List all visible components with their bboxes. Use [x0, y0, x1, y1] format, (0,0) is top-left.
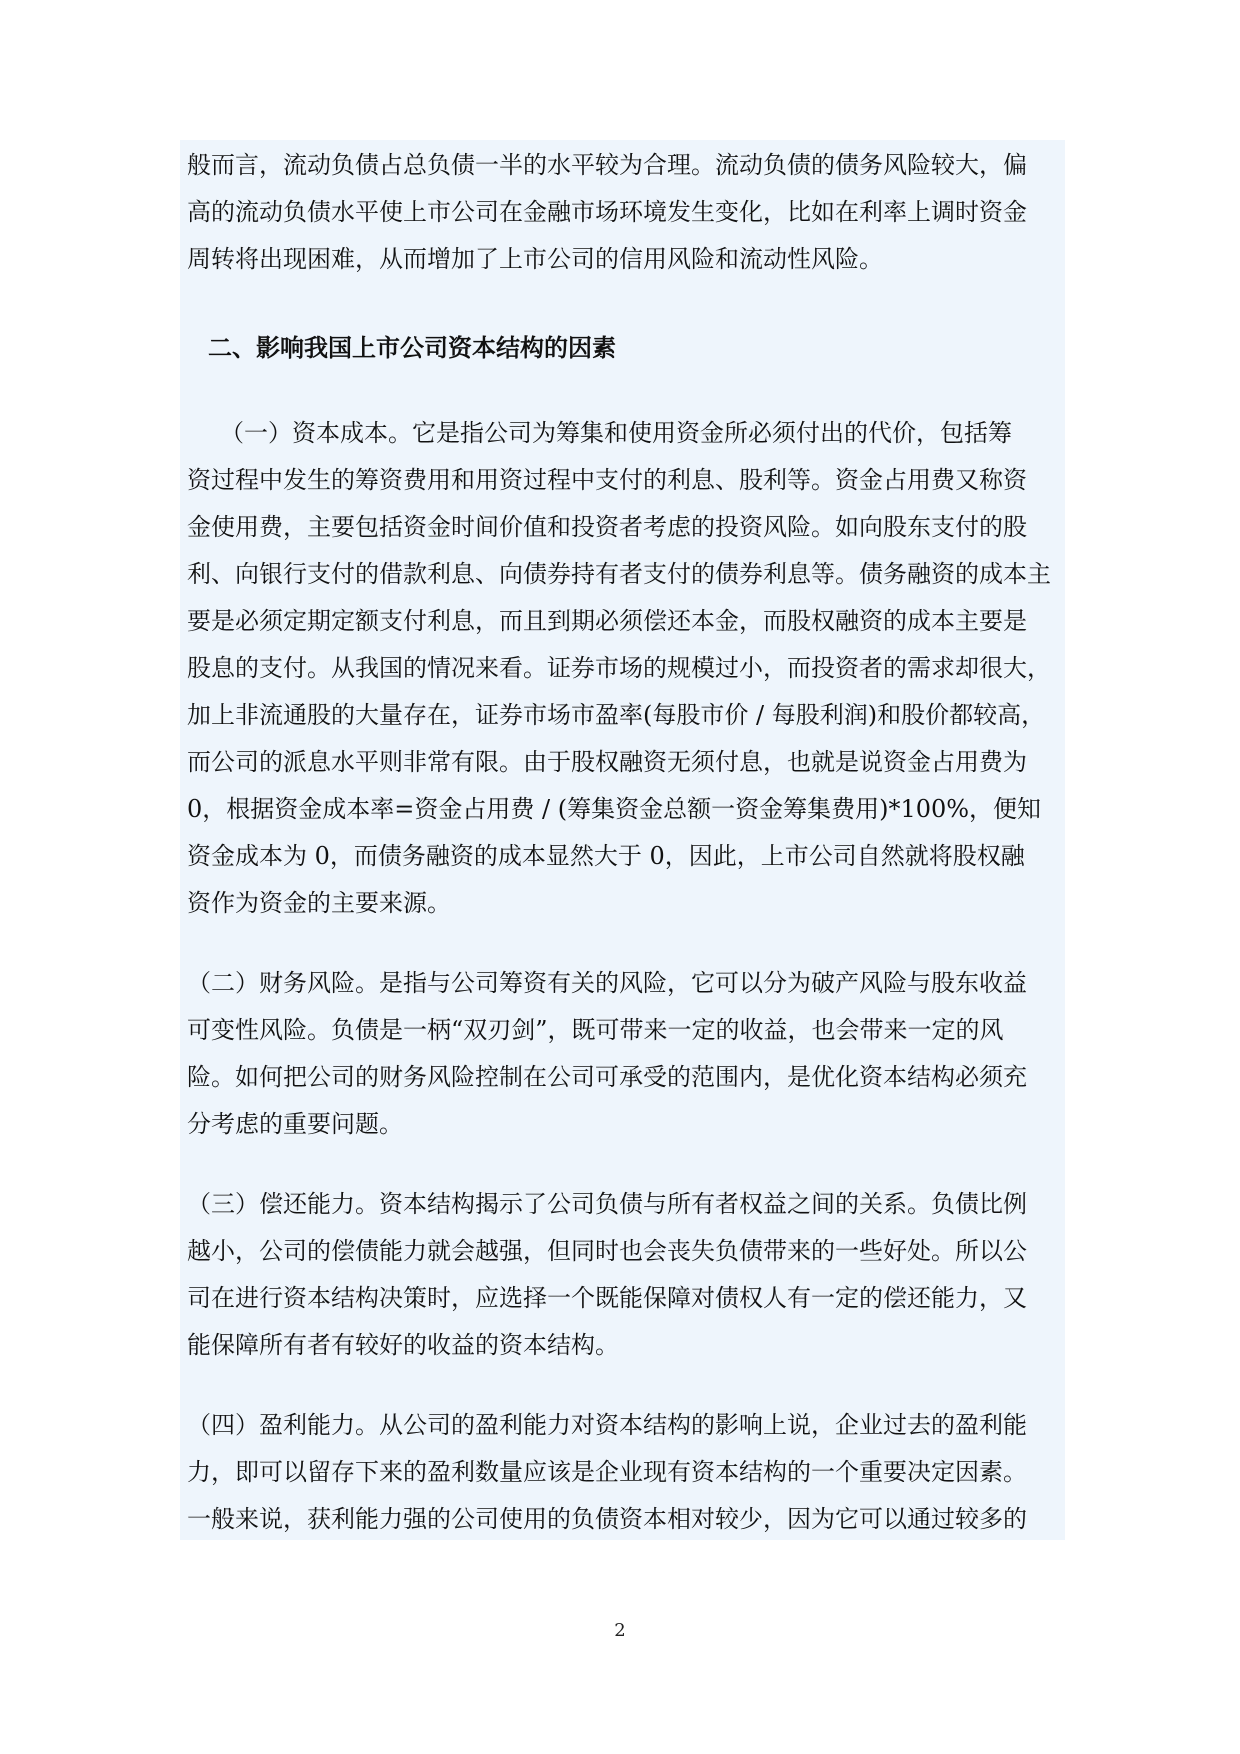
- paragraph-line: 一般来说，获利能力强的公司使用的负债资本相对较少，因为它可以通过较多的: [187, 1505, 1027, 1533]
- paragraph-line: 资过程中发生的筹资费用和用资过程中支付的利息、股利等。资金占用费又称资: [187, 466, 1027, 494]
- page-number: 2: [614, 1620, 626, 1641]
- paragraph-line: 高的流动负债水平使上市公司在金融市场环境发生变化，比如在利率上调时资金: [187, 198, 1027, 226]
- paragraph-line: 加上非流通股的大量存在，证券市场市盈率(每股市价 / 每股利润)和股价都较高，: [187, 701, 1046, 729]
- paragraph-line: 司在进行资本结构决策时，应选择一个既能保障对债权人有一定的偿还能力，又: [187, 1284, 1027, 1312]
- paragraph-line: 资金成本为 0，而债务融资的成本显然大于 0，因此，上市公司自然就将股权融: [187, 842, 1025, 870]
- paragraph-line: 周转将出现困难，从而增加了上市公司的信用风险和流动性风险。: [187, 245, 883, 273]
- paragraph-line: 利、向银行支付的借款利息、向债券持有者支付的债券利息等。债务融资的成本主: [187, 560, 1051, 588]
- paragraph-line: 股息的支付。从我国的情况来看。证券市场的规模过小，而投资者的需求却很大，: [187, 654, 1051, 682]
- document-body: [180, 140, 1065, 1540]
- paragraph-line: 而公司的派息水平则非常有限。由于股权融资无须付息，也就是说资金占用费为: [187, 748, 1027, 776]
- paragraph-line: 资作为资金的主要来源。: [187, 889, 451, 917]
- paragraph-line: 力，即可以留存下来的盈利数量应该是企业现有资本结构的一个重要决定因素。: [187, 1458, 1027, 1486]
- paragraph-line: （三）偿还能力。资本结构揭示了公司负债与所有者权益之间的关系。负债比例: [187, 1190, 1027, 1218]
- paragraph-line: 分考虑的重要问题。: [187, 1110, 403, 1138]
- paragraph-line: 金使用费，主要包括资金时间价值和投资者考虑的投资风险。如向股东支付的股: [187, 513, 1027, 541]
- paragraph-line: 可变性风险。负债是一柄“双刃剑”，既可带来一定的收益，也会带来一定的风: [187, 1016, 1004, 1044]
- paragraph-line: 能保障所有者有较好的收益的资本结构。: [187, 1331, 619, 1359]
- paragraph-line: （二）财务风险。是指与公司筹资有关的风险，它可以分为破产风险与股东收益: [187, 969, 1027, 997]
- paragraph-line: （四）盈利能力。从公司的盈利能力对资本结构的影响上说，企业过去的盈利能: [187, 1411, 1027, 1439]
- section-heading: 二、影响我国上市公司资本结构的因素: [208, 333, 616, 362]
- paragraph-line: 险。如何把公司的财务风险控制在公司可承受的范围内，是优化资本结构必须充: [187, 1063, 1027, 1091]
- paragraph-line: 0，根据资金成本率=资金占用费 / (筹集资金总额一资金筹集费用)*100%，便知: [187, 795, 1042, 823]
- paragraph-line: 般而言，流动负债占总负债一半的水平较为合理。流动负债的债务风险较大，偏: [187, 151, 1027, 179]
- paragraph-line: 要是必须定期定额支付利息，而且到期必须偿还本金，而股权融资的成本主要是: [187, 607, 1027, 635]
- paragraph-line: 越小，公司的偿债能力就会越强，但同时也会丧失负债带来的一些好处。所以公: [187, 1237, 1027, 1265]
- paragraph-line: （一）资本成本。它是指公司为筹集和使用资金所必须付出的代价，包括筹: [220, 419, 1012, 447]
